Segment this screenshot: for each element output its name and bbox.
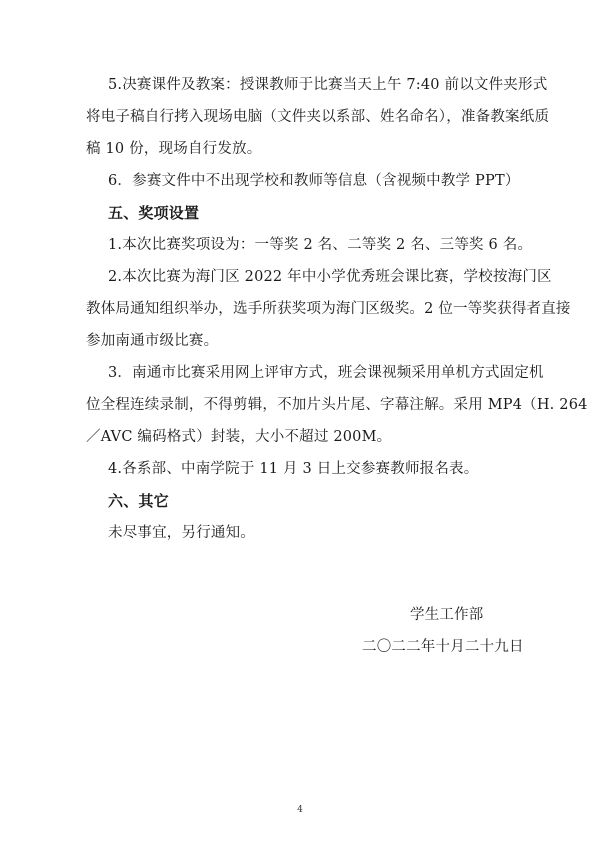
section5-p3-line3: ／AVC 编码格式）封装，大小不超过 200M。: [86, 429, 392, 445]
section5-p2-line3: 参加南通市级比赛。: [86, 333, 219, 349]
section5-p3-line1: 3．南通市比赛采用网上评审方式，班会课视频采用单机方式固定机: [108, 365, 544, 381]
section5-p2-line1: 2.本次比赛为海门区 2022 年中小学优秀班会课比赛，学校按海门区: [108, 269, 552, 285]
page-number: 4: [297, 805, 303, 815]
signature-department: 学生工作部: [410, 607, 484, 623]
item5-line2: 将电子稿自行拷入现场电脑（文件夹以系部、姓名命名），准备教案纸质: [86, 109, 550, 125]
item5-line3: 稿 10 份，现场自行发放。: [86, 141, 262, 157]
section5-p1: 1.本次比赛奖项设为：一等奖 2 名、二等奖 2 名、三等奖 6 名。: [108, 237, 533, 253]
item5-line1: 5.决赛课件及教案：授课教师于比赛当天上午 7:40 前以文件夹形式: [108, 77, 548, 93]
item6-text: 6．参赛文件中不出现学校和教师等信息（含视频中教学 PPT）: [108, 173, 520, 189]
section5-p2-line2: 教体局通知组织举办，选手所获奖项为海门区级奖。2 位一等奖获得者直接: [86, 301, 571, 317]
signature-date: 二〇二二年十月二十九日: [362, 639, 524, 655]
section6-heading: 六、其它: [108, 492, 169, 510]
section6-p1: 未尽事宜，另行通知。: [108, 525, 255, 541]
section5-heading: 五、奖项设置: [108, 204, 200, 222]
section5-p3-line2: 位全程连续录制，不得剪辑，不加片头片尾、字幕注解。采用 MP4（H. 264: [86, 397, 588, 413]
section5-p4: 4.各系部、中南学院于 11 月 3 日上交参赛教师报名表。: [108, 461, 479, 477]
